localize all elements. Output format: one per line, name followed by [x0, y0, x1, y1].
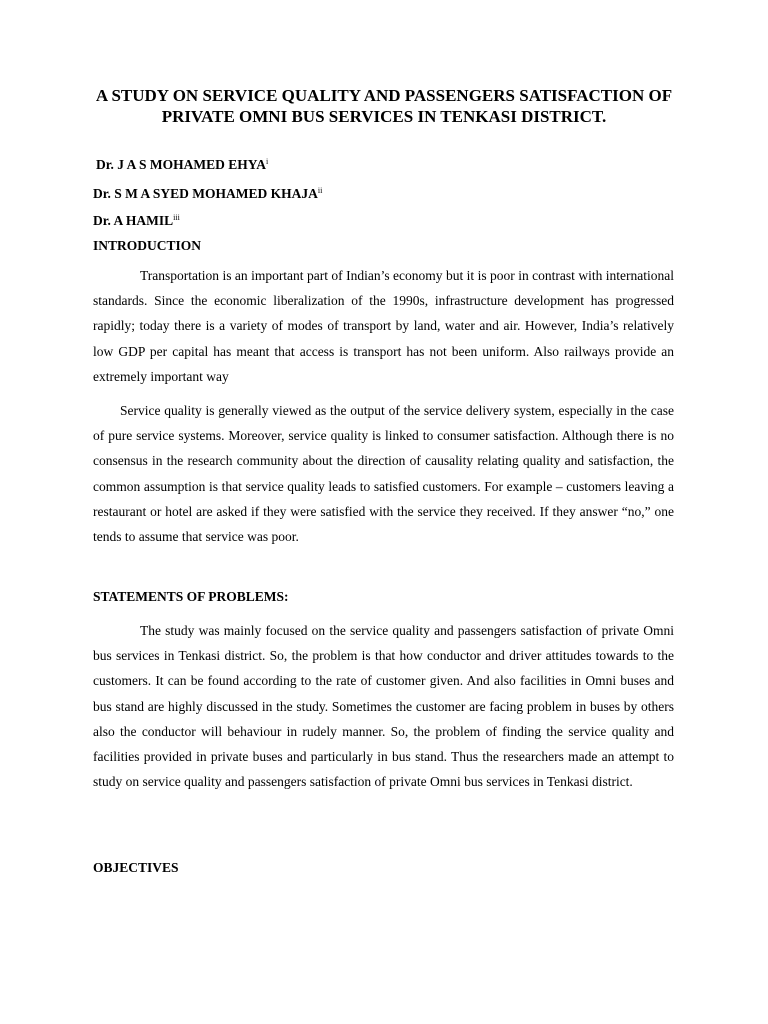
author-1-note-marker: i	[266, 157, 269, 166]
introduction-paragraph-1: Transportation is an important part of Indian’s economy but it is poor in contrast with international standards. Since the economic liberalization of the 1990s, infrastructure development has progressed rapidly; today there is a variety of modes of transport by land, water and air. However, India’s relatively low GDP per capital has meant that access is transport has not been uniform. Also railways provide an extremely important way	[93, 268, 674, 384]
author-3	[93, 213, 180, 229]
author-1-name: Dr. J A S MOHAMED EHYA	[96, 157, 267, 172]
author-2	[93, 186, 322, 202]
introduction-paragraph-2: Service quality is generally viewed as the output of the service delivery system, especially in the case of pure service systems. Moreover, service quality is linked to consumer satisfaction. Although there is no consensus in the research community about the direction of causality relating quality and satisfaction, the common assumption is that service quality leads to satisfied customers. For example – customers leaving a restaurant or hotel are asked if they were satisfied with the service they received. If they answer “no,” one tends to assume that service was poor.	[93, 403, 674, 545]
author-1	[96, 157, 268, 173]
problems-heading: STATEMENTS OF PROBLEMS:	[93, 589, 289, 604]
objectives-heading: OBJECTIVES	[93, 860, 179, 875]
author-2-note-marker: ii	[317, 186, 323, 195]
problems-paragraph: The study was mainly focused on the service quality and passengers satisfaction of private Omni bus services in Tenkasi district. So, the problem is that how conductor and driver attitudes towards to the customers. It can be found according to the rate of customer given. And also facilities in Omni buses and bus stand are highly discussed in the study. Sometimes the customer are facing problem in buses by others also the conductor will behaviour in rudely manner. So, the problem of finding the service quality and facilities provided in private buses and particularly in bus stand. Thus the researchers made an attempt to study on service quality and passengers satisfaction of private Omni bus services in Tenkasi district.	[93, 623, 674, 790]
introduction-heading: INTRODUCTION	[93, 238, 202, 253]
paper-title: A STUDY ON SERVICE QUALITY AND PASSENGERS SATISFACTION OF PRIVATE OMNI BUS SERVICES IN TENKASI DISTRICT.	[95, 86, 673, 126]
author-3-note-marker: iii	[173, 213, 180, 222]
author-2-name: Dr. S M A SYED MOHAMED KHAJA	[93, 186, 318, 201]
author-3-name: Dr. A HAMIL	[93, 213, 174, 228]
